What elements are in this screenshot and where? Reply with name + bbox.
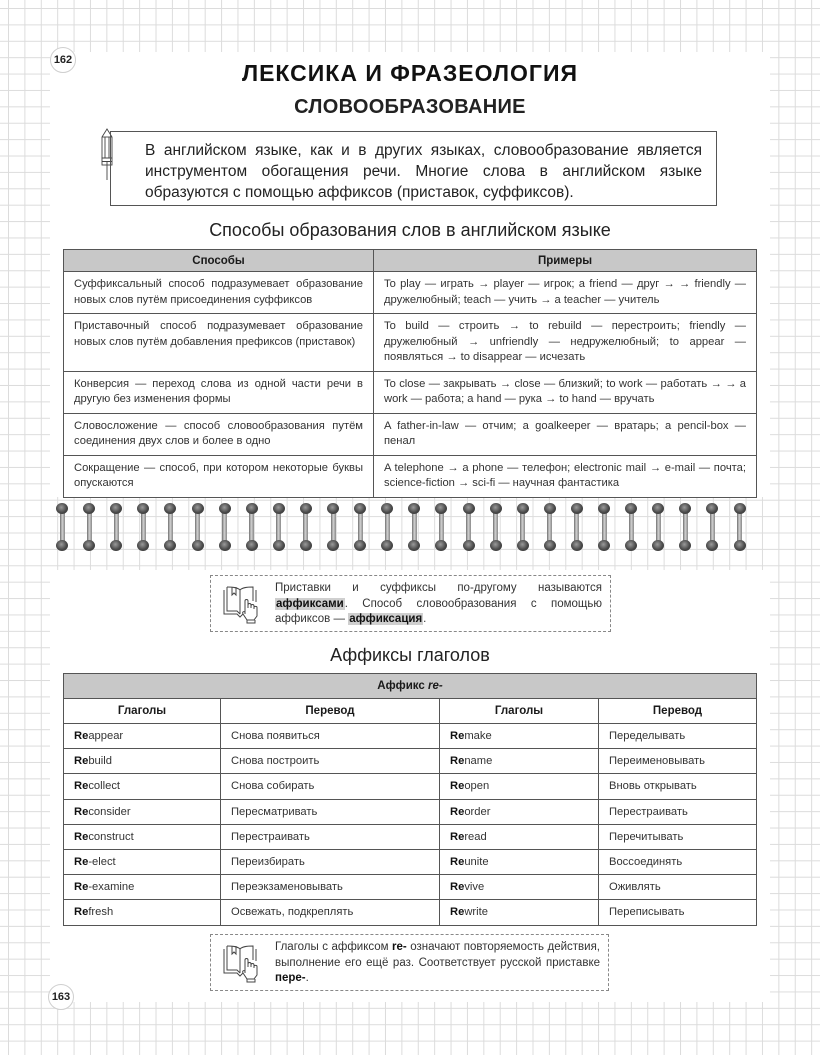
examples-cell: A telephone → a phone — телефон; electronic mail → e-mail — почта; science-fiction → sci-fi — научная фантастика xyxy=(374,455,757,497)
method-cell: Словосложение — способ словообразования путём соединения двух слов и более в одно xyxy=(64,413,374,455)
spiral-ring-icon xyxy=(246,503,258,551)
spiral-ring-icon xyxy=(354,503,366,551)
page-title: ЛЕКСИКА И ФРАЗЕОЛОГИЯ xyxy=(241,60,579,86)
method-cell: Конверсия — переход слова из одной части речи в другую без изменения формы xyxy=(64,371,374,413)
open-book-pointing-hand-icon xyxy=(221,943,259,983)
affix-note: Приставки и суффиксы по-другому называются аффиксами. Способ словообразования с помощью аффиксов — аффиксация. xyxy=(210,575,611,632)
verb-cell: Rename xyxy=(440,749,599,774)
examples-cell: A father-in-law — отчим; a goalkeeper — вратарь; a pencil-box — пенал xyxy=(374,413,757,455)
spiral-ring-icon xyxy=(625,503,637,551)
method-cell: Сокращение — способ, при котором некоторые буквы опускаются xyxy=(64,455,374,497)
spiral-ring-icon xyxy=(463,503,475,551)
column-header: Примеры xyxy=(374,250,757,272)
table-row xyxy=(64,455,757,497)
highlighted-term: аффиксация xyxy=(349,613,423,625)
verb-cell: Reunite xyxy=(440,849,599,874)
translation-cell: Вновь открывать xyxy=(599,774,757,799)
examples-cell: To build — строить → to rebuild — перестроить; friendly — дружелюбный → unfriendly — недружелюбный; to appear — появляться → to disappear — исчезать xyxy=(374,314,757,372)
table-row xyxy=(64,824,757,849)
spiral-ring-icon xyxy=(706,503,718,551)
translation-cell: Переименовывать xyxy=(599,749,757,774)
translation-cell: Снова собирать xyxy=(221,774,440,799)
spiral-ring-icon xyxy=(408,503,420,551)
verb-cell: Reconsider xyxy=(64,799,221,824)
methods-table xyxy=(63,249,757,498)
verb-cell: Recollect xyxy=(64,774,221,799)
spiral-ring-icon xyxy=(56,503,68,551)
verb-cell: Reread xyxy=(440,824,599,849)
spiral-ring-icon xyxy=(490,503,502,551)
column-header: Перевод xyxy=(599,699,757,724)
translation-cell: Оживлять xyxy=(599,875,757,900)
spiral-binding xyxy=(56,503,746,551)
re-affix-note: Глаголы с аффиксом re- означают повторяемость действия, выполнение его ещё раз. Соответствует русской приставке пере-. xyxy=(210,934,609,991)
verb-cell: Revive xyxy=(440,875,599,900)
spiral-ring-icon xyxy=(598,503,610,551)
verb-cell: Re-elect xyxy=(64,849,221,874)
verb-cell: Remake xyxy=(440,724,599,749)
methods-heading: Способы образования слов в английском языке xyxy=(209,220,611,240)
page-subtitle: СЛОВООБРАЗОВАНИЕ xyxy=(294,96,526,118)
bold-term: пере- xyxy=(275,972,306,984)
page-number-bottom: 163 xyxy=(48,984,74,1010)
translation-cell: Пересматривать xyxy=(221,799,440,824)
translation-cell: Перечитывать xyxy=(599,824,757,849)
spiral-ring-icon xyxy=(219,503,231,551)
table-row xyxy=(64,314,757,372)
page-number-top: 162 xyxy=(50,47,76,73)
verb-cell: Reconstruct xyxy=(64,824,221,849)
translation-cell: Воссоединять xyxy=(599,849,757,874)
spiral-ring-icon xyxy=(273,503,285,551)
table-row xyxy=(64,799,757,824)
verb-cell: Reopen xyxy=(440,774,599,799)
translation-cell: Переделывать xyxy=(599,724,757,749)
examples-cell: To close — закрывать → close — близкий; to work — работать → → a work — работа; a hand — рука → to hand — вручать xyxy=(374,371,757,413)
verb-affixes-heading: Аффиксы глаголов xyxy=(330,645,490,665)
spiral-ring-icon xyxy=(192,503,204,551)
column-header: Глаголы xyxy=(440,699,599,724)
spiral-ring-icon xyxy=(544,503,556,551)
translation-cell: Освежать, подкреплять xyxy=(221,900,440,925)
column-header: Перевод xyxy=(221,699,440,724)
translation-cell: Перестраивать xyxy=(221,824,440,849)
spiral-ring-icon xyxy=(300,503,312,551)
spiral-ring-icon xyxy=(652,503,664,551)
spiral-ring-icon xyxy=(327,503,339,551)
verb-cell: Refresh xyxy=(64,900,221,925)
method-cell: Суффиксальный способ подразумевает образование новых слов путём присоединения суффиксов xyxy=(64,272,374,314)
intro-callout: В английском языке, как и в других языках, словообразование является инструментом обогащения речи. Многие слова в английском языке образуются с помощью аффиксов (приставок, суффиксов). xyxy=(110,131,717,206)
column-header: Глаголы xyxy=(64,699,221,724)
translation-cell: Переписывать xyxy=(599,900,757,925)
verb-cell: Re-examine xyxy=(64,875,221,900)
translation-cell: Перестраивать xyxy=(599,799,757,824)
affix-re-table xyxy=(63,673,757,926)
table-row xyxy=(64,371,757,413)
spiral-ring-icon xyxy=(83,503,95,551)
translation-cell: Снова появиться xyxy=(221,724,440,749)
spiral-ring-icon xyxy=(679,503,691,551)
spiral-ring-icon xyxy=(381,503,393,551)
verb-cell: Rebuild xyxy=(64,749,221,774)
table-row xyxy=(64,900,757,925)
open-book-pointing-hand-icon xyxy=(221,584,259,624)
verb-cell: Reappear xyxy=(64,724,221,749)
spiral-ring-icon xyxy=(734,503,746,551)
verb-cell: Rewrite xyxy=(440,900,599,925)
spiral-ring-icon xyxy=(435,503,447,551)
spiral-ring-icon xyxy=(164,503,176,551)
translation-cell: Переизбирать xyxy=(221,849,440,874)
table-row xyxy=(64,849,757,874)
spiral-ring-icon xyxy=(571,503,583,551)
spiral-ring-icon xyxy=(517,503,529,551)
table-row xyxy=(64,749,757,774)
table-row xyxy=(64,774,757,799)
examples-cell: To play — играть → player — игрок; a friend — друг → → friendly — дружелюбный; teach — учить → a teacher — учитель xyxy=(374,272,757,314)
bold-term: re- xyxy=(392,941,407,953)
highlighted-term: аффиксами xyxy=(276,597,344,610)
table-row xyxy=(64,724,757,749)
column-header: Способы xyxy=(64,250,374,272)
translation-cell: Переэкзаменовывать xyxy=(221,875,440,900)
table-row xyxy=(64,413,757,455)
table-caption: Аффикс re- xyxy=(64,674,757,699)
method-cell: Приставочный способ подразумевает образование новых слов путём добавления префиксов (приставок) xyxy=(64,314,374,372)
table-row xyxy=(64,272,757,314)
translation-cell: Снова построить xyxy=(221,749,440,774)
table-row xyxy=(64,875,757,900)
spiral-ring-icon xyxy=(110,503,122,551)
verb-cell: Reorder xyxy=(440,799,599,824)
spiral-ring-icon xyxy=(137,503,149,551)
